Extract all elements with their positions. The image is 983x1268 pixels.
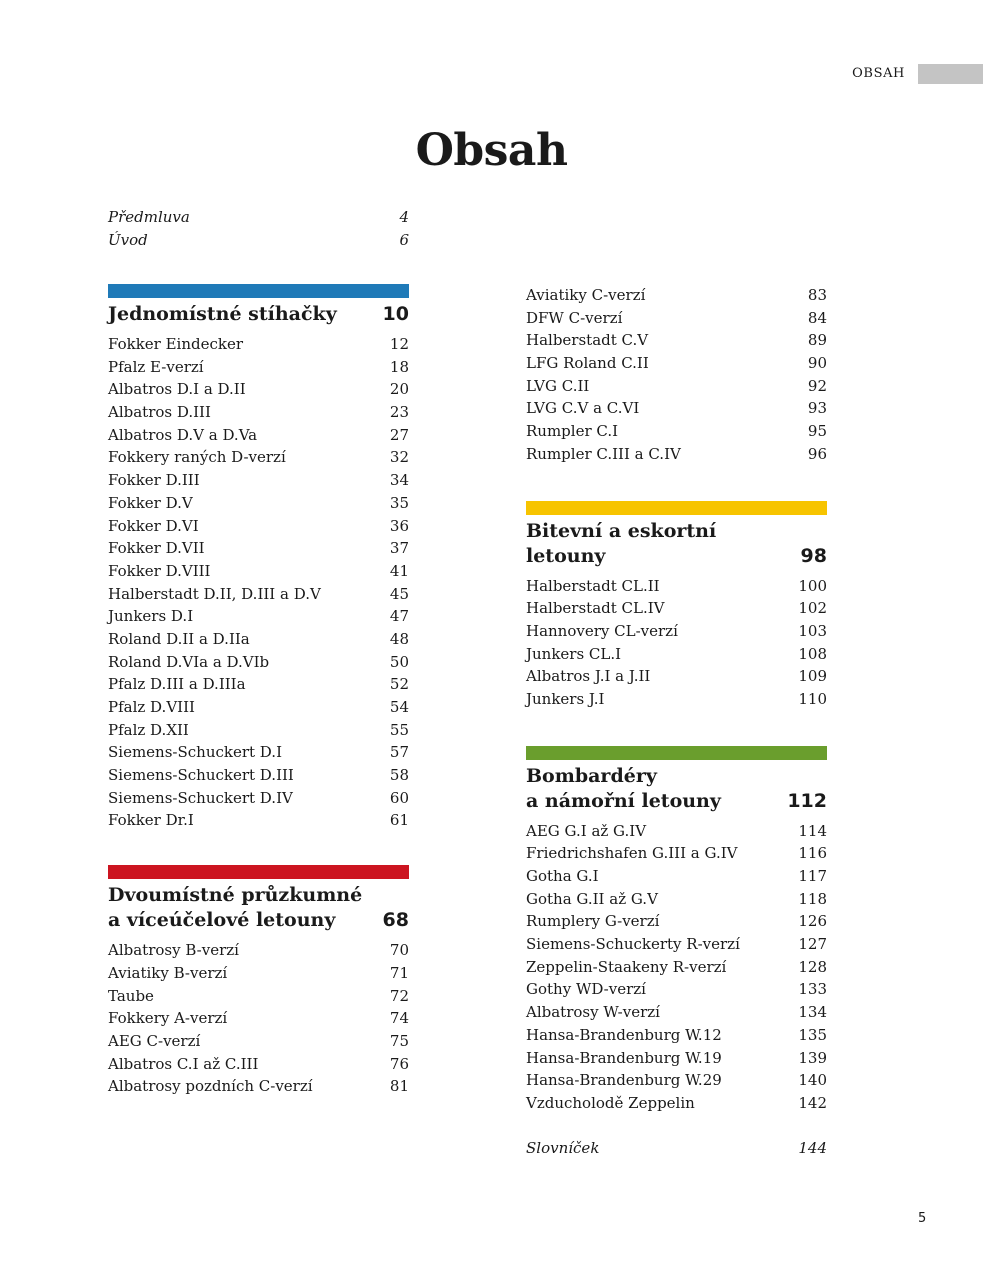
entry-label: LVG C.II: [526, 376, 590, 395]
entry-page: 126: [798, 912, 827, 931]
entry-label: Halberstadt D.II, D.III a D.V: [108, 584, 321, 603]
toc-left-column: [108, 206, 409, 1098]
toc-entry[interactable]: [108, 741, 409, 764]
entry-label: Fokker D.VIII: [108, 561, 211, 580]
toc-entry[interactable]: [108, 985, 409, 1008]
section-heading-attack[interactable]: [526, 519, 827, 569]
toc-entry[interactable]: [108, 537, 409, 560]
toc-right-column: [526, 284, 827, 1159]
section-title: Jednomístné stíhačky: [108, 303, 337, 325]
toc-entry[interactable]: [526, 352, 827, 375]
entry-label: Gotha G.II až G.V: [526, 889, 658, 908]
toc-entry[interactable]: [526, 933, 827, 956]
section-title: Dvoumístné průzkumné a víceúčelové letouny: [108, 884, 363, 932]
entry-label: Fokkery raných D-verzí: [108, 448, 286, 467]
entry-page: 140: [798, 1071, 827, 1090]
entry-label: Fokker D.III: [108, 471, 200, 490]
entry-label: DFW C-verzí: [526, 308, 623, 327]
entry-label: Roland D.VIa a D.VIb: [108, 652, 270, 671]
toc-entry[interactable]: [108, 469, 409, 492]
entry-label: Fokker D.VI: [108, 516, 199, 535]
section-page: 10: [382, 303, 409, 325]
entry-page: 47: [389, 607, 409, 626]
toc-entry[interactable]: [108, 492, 409, 515]
entry-page: 54: [389, 698, 409, 716]
entry-page: 128: [798, 957, 827, 976]
entry-page: 75: [389, 1031, 409, 1050]
entry-label: Hansa-Brandenburg W.19: [526, 1048, 722, 1067]
entry-page: 58: [389, 766, 409, 785]
toc-entry[interactable]: [526, 910, 827, 933]
entry-label: Zeppelin-Staakeny R-verzí: [526, 957, 727, 976]
toc-entry[interactable]: [526, 575, 827, 598]
entry-page: 110: [798, 689, 827, 708]
page-title: Obsah: [415, 125, 568, 176]
section-title: Bitevní a eskortní letouny: [526, 519, 717, 567]
entry-page: 109: [798, 667, 827, 686]
section-heading-two-seat[interactable]: [108, 883, 409, 933]
entry-label: Halberstadt CL.II: [526, 576, 660, 595]
entry-page: 76: [389, 1054, 409, 1073]
toc-entry[interactable]: [526, 688, 827, 711]
entry-label: Albatrosy B-verzí: [108, 941, 239, 960]
toc-entry[interactable]: [108, 651, 409, 674]
toc-entry[interactable]: [108, 696, 409, 719]
entry-label: Roland D.II a D.IIa: [108, 629, 250, 648]
entry-page: 50: [389, 652, 409, 671]
toc-entry[interactable]: [526, 1047, 827, 1070]
section-color-bar-green: [526, 746, 827, 760]
entry-label: Fokker D.V: [108, 493, 193, 512]
entry-label: Pfalz D.III a D.IIIa: [108, 675, 246, 694]
entry-label: Fokker Eindecker: [108, 335, 244, 353]
entry-label: Hansa-Brandenburg W.12: [526, 1025, 722, 1044]
toc-entry[interactable]: [108, 446, 409, 469]
entry-page: 114: [798, 821, 827, 840]
toc-entry-introduction[interactable]: [108, 229, 409, 252]
toc-entry[interactable]: [526, 1024, 827, 1047]
entry-label: Gothy WD-verzí: [526, 980, 646, 999]
section-color-bar-red: [108, 865, 409, 879]
entry-label: Slovníček: [526, 1138, 600, 1157]
entry-label: Halberstadt CL.IV: [526, 599, 665, 618]
entry-page: 117: [798, 867, 827, 885]
entry-label: Rumplery G-verzí: [526, 912, 660, 931]
toc-entry[interactable]: [108, 1007, 409, 1030]
entry-label: Hannovery CL-verzí: [526, 621, 678, 640]
toc-entry[interactable]: [108, 1030, 409, 1053]
toc-entry[interactable]: [526, 956, 827, 979]
entry-page: 116: [798, 844, 827, 863]
toc-entry[interactable]: [526, 1069, 827, 1092]
entry-page: 57: [389, 743, 409, 762]
toc-entry[interactable]: [526, 597, 827, 620]
entry-label: LVG C.V a C.VI: [526, 399, 640, 418]
entry-page: 36: [389, 516, 409, 535]
entry-label: Albatros D.I a D.II: [108, 380, 246, 399]
entry-page: 6: [399, 230, 409, 249]
entry-label: Gotha G.I: [526, 867, 599, 885]
entry-page: 70: [389, 941, 409, 960]
toc-entry[interactable]: [526, 443, 827, 466]
entry-label: Junkers CL.I: [526, 644, 622, 663]
toc-entry[interactable]: [526, 665, 827, 688]
entry-label: AEG C-verzí: [108, 1031, 201, 1050]
toc-entry[interactable]: [108, 1075, 409, 1098]
entry-label: Siemens-Schuckert D.IV: [108, 788, 293, 807]
entry-page: 134: [798, 1003, 827, 1022]
toc-entry[interactable]: [526, 375, 827, 398]
section-list: [108, 939, 409, 1098]
entry-page: 60: [389, 788, 409, 807]
section-list: [526, 820, 827, 1115]
entry-page: 20: [389, 380, 409, 399]
entry-label: Albatrosy pozdních C-verzí: [108, 1077, 313, 1096]
entry-page: 35: [389, 493, 409, 512]
entry-label: Předmluva: [108, 208, 190, 226]
entry-label: Rumpler C.I: [526, 422, 619, 441]
entry-page: 83: [807, 286, 827, 304]
entry-page: 103: [798, 621, 827, 640]
entry-page: 96: [807, 444, 827, 463]
toc-entry[interactable]: [108, 962, 409, 985]
entry-page: 74: [389, 1009, 409, 1028]
entry-label: Friedrichshafen G.III a G.IV: [526, 844, 738, 863]
toc-entry[interactable]: [526, 284, 827, 307]
toc-entry[interactable]: [108, 1053, 409, 1076]
entry-page: 23: [389, 403, 409, 422]
entry-label: Hansa-Brandenburg W.29: [526, 1071, 722, 1090]
entry-page: 108: [798, 644, 827, 663]
entry-label: Albatros C.I až C.III: [108, 1054, 259, 1073]
toc-entry[interactable]: [526, 307, 827, 330]
toc-entry[interactable]: [108, 401, 409, 424]
section-page: 98: [800, 544, 827, 567]
toc-entry[interactable]: [108, 673, 409, 696]
entry-page: 100: [798, 576, 827, 595]
toc-entry[interactable]: [526, 397, 827, 420]
toc-entry[interactable]: [108, 333, 409, 356]
toc-entry[interactable]: [526, 420, 827, 443]
toc-entry[interactable]: [108, 809, 409, 832]
entry-label: Albatros D.III: [108, 403, 211, 422]
toc-entry[interactable]: [526, 1092, 827, 1115]
toc-entry[interactable]: [108, 719, 409, 742]
toc-entry[interactable]: [526, 1001, 827, 1024]
entry-page: 135: [798, 1025, 827, 1044]
header-tab-bar: [918, 64, 983, 84]
toc-entry[interactable]: [108, 787, 409, 810]
entry-label: Vzducholodě Zeppelin: [526, 1093, 695, 1112]
entry-page: 144: [798, 1138, 827, 1157]
toc-entry[interactable]: [108, 939, 409, 962]
toc-entry[interactable]: [526, 865, 827, 888]
page-number: 5: [918, 1211, 927, 1226]
toc-entry[interactable]: [526, 329, 827, 352]
entry-page: 81: [389, 1077, 409, 1096]
entry-page: 92: [807, 376, 827, 395]
entry-label: Halberstadt C.V: [526, 331, 649, 350]
entry-page: 127: [798, 935, 827, 954]
toc-entry[interactable]: [526, 820, 827, 843]
entry-label: AEG G.I až G.IV: [526, 821, 647, 840]
toc-entry[interactable]: [108, 628, 409, 651]
entry-page: 61: [389, 811, 409, 830]
section-list: [108, 333, 409, 832]
entry-page: 18: [389, 357, 409, 376]
entry-page: 55: [389, 720, 409, 739]
entry-label: Fokkery A-verzí: [108, 1009, 228, 1028]
entry-page: 89: [807, 331, 827, 350]
entry-label: Rumpler C.III a C.IV: [526, 444, 681, 463]
entry-label: Fokker Dr.I: [108, 811, 194, 830]
entry-label: Siemens-Schuckert D.III: [108, 766, 294, 785]
toc-entry[interactable]: [526, 888, 827, 911]
entry-label: Pfalz E-verzí: [108, 357, 204, 376]
entry-label: Úvod: [108, 230, 148, 249]
entry-label: Aviatiky C-verzí: [526, 286, 646, 304]
entry-label: Junkers D.I: [108, 607, 194, 626]
entry-page: 118: [798, 889, 827, 908]
entry-page: 102: [798, 599, 827, 618]
entry-label: Albatros D.V a D.Va: [108, 425, 258, 444]
entry-page: 12: [389, 335, 409, 353]
entry-label: Junkers J.I: [526, 689, 605, 708]
toc-entry[interactable]: [526, 620, 827, 643]
toc-entry-preface[interactable]: [108, 206, 409, 229]
toc-entry[interactable]: [108, 583, 409, 606]
entry-label: Taube: [108, 986, 154, 1005]
entry-page: 48: [389, 629, 409, 648]
section-page: 112: [787, 789, 827, 812]
running-header: OBSAH: [852, 66, 905, 81]
toc-entry[interactable]: [526, 978, 827, 1001]
entry-page: 27: [389, 425, 409, 444]
toc-entry[interactable]: [108, 605, 409, 628]
toc-entry[interactable]: [108, 515, 409, 538]
entry-page: 133: [798, 980, 827, 999]
entry-page: 142: [798, 1093, 827, 1112]
section-page: 68: [382, 909, 409, 932]
entry-label: Aviatiky B-verzí: [108, 963, 228, 982]
toc-entry[interactable]: [526, 643, 827, 666]
section-color-bar-blue: [108, 284, 409, 298]
toc-entry[interactable]: [108, 356, 409, 379]
toc-entry[interactable]: [108, 378, 409, 401]
entry-label: Siemens-Schuckerty R-verzí: [526, 935, 740, 954]
toc-entry[interactable]: [526, 842, 827, 865]
entry-label: Albatrosy W-verzí: [526, 1003, 660, 1022]
section-heading-single-seat[interactable]: [108, 302, 409, 327]
entry-page: 52: [389, 675, 409, 694]
toc-entry[interactable]: [108, 424, 409, 447]
section-color-bar-yellow: [526, 501, 827, 515]
entry-page: 4: [399, 208, 409, 226]
toc-entry[interactable]: [108, 560, 409, 583]
section-heading-bombers[interactable]: [526, 764, 827, 814]
entry-page: 84: [807, 308, 827, 327]
entry-page: 93: [807, 399, 827, 418]
entry-page: 95: [807, 422, 827, 441]
entry-page: 71: [389, 963, 409, 982]
entry-page: 32: [389, 448, 409, 467]
section-list: [526, 575, 827, 711]
entry-page: 45: [389, 584, 409, 603]
entry-page: 37: [389, 539, 409, 558]
toc-entry[interactable]: [108, 764, 409, 787]
entry-page: 34: [389, 471, 409, 490]
entry-label: Pfalz D.XII: [108, 720, 189, 739]
section-list-continued: [526, 284, 827, 466]
toc-entry-glossary[interactable]: [526, 1137, 827, 1160]
entry-page: 72: [389, 986, 409, 1005]
entry-page: 90: [807, 354, 827, 373]
entry-label: Fokker D.VII: [108, 539, 205, 558]
entry-page: 41: [389, 561, 409, 580]
entry-label: Siemens-Schuckert D.I: [108, 743, 282, 762]
entry-label: Albatros J.I a J.II: [526, 667, 651, 686]
entry-page: 139: [798, 1048, 827, 1067]
intro-entries: [108, 206, 409, 253]
entry-label: LFG Roland C.II: [526, 354, 649, 373]
entry-label: Pfalz D.VIII: [108, 698, 195, 716]
section-title: Bombardéry a námořní letouny: [526, 764, 721, 812]
